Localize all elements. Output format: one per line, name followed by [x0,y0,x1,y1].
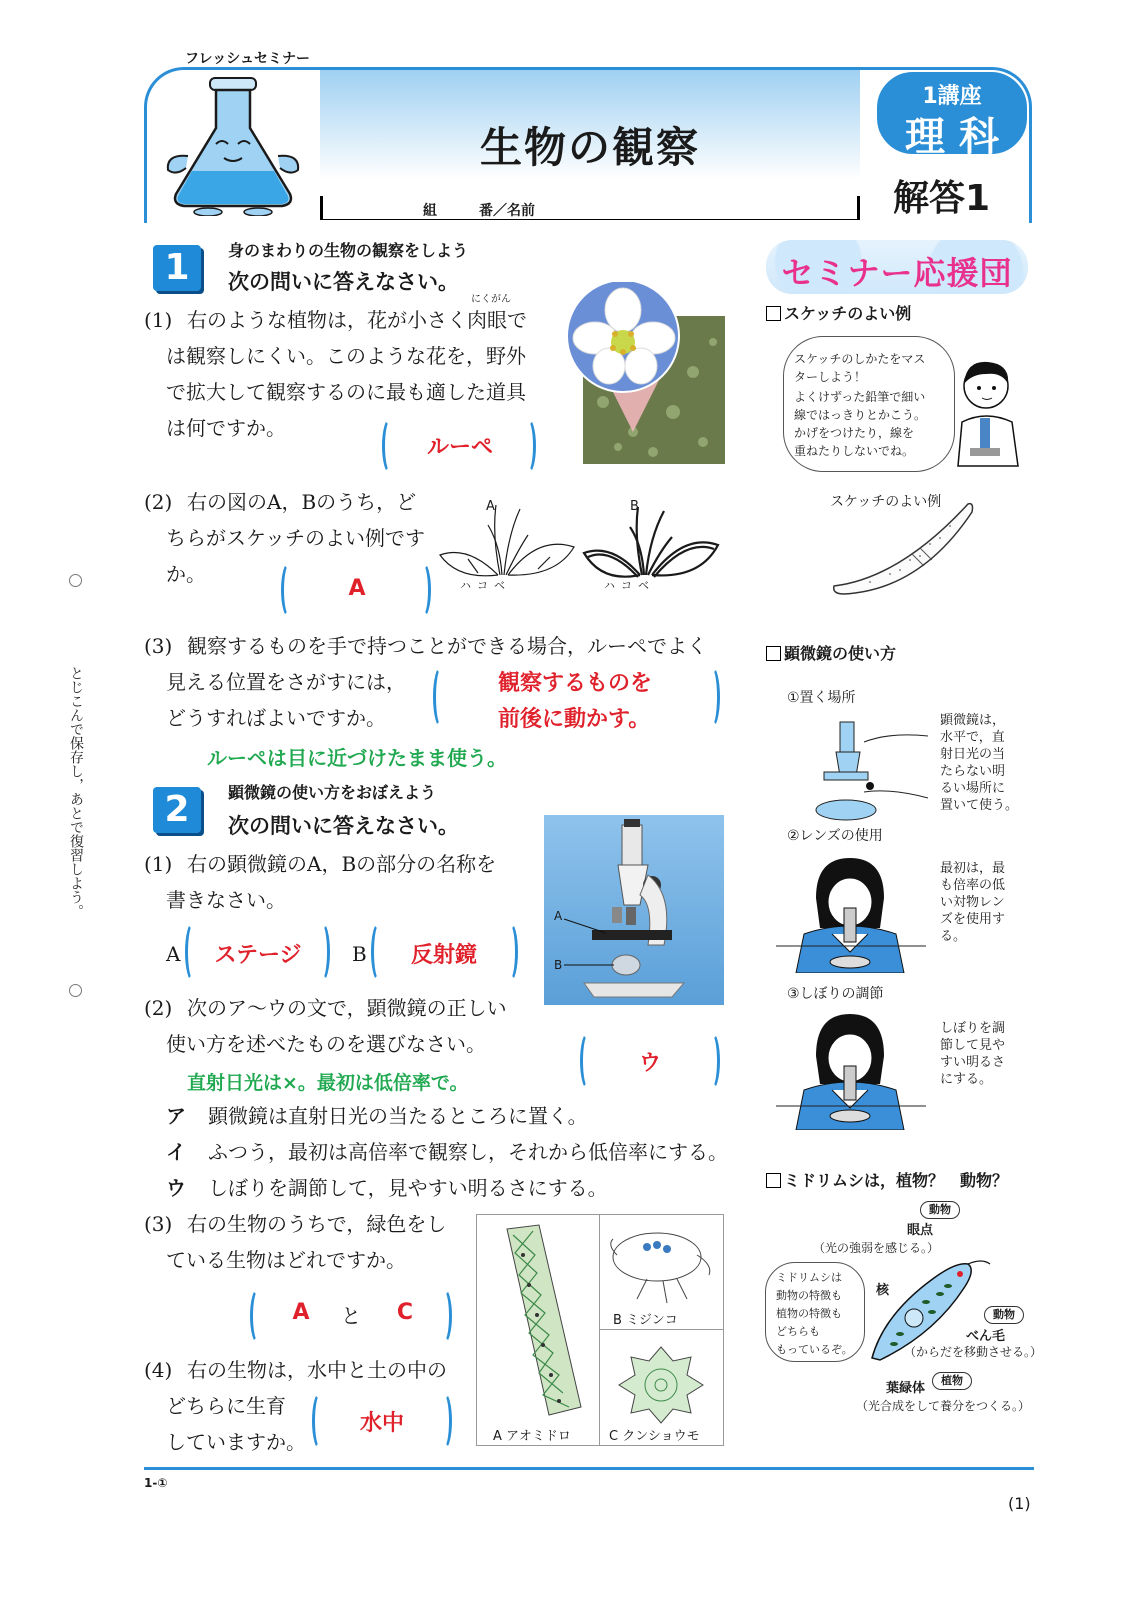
step2-title: ②レンズの使用 [787,828,883,844]
s2-q3-num: (3) [144,1212,173,1236]
answer-paren-right [502,922,518,982]
microscope-label-b: B [554,958,563,972]
sketch-b-name: ハコベ [604,579,655,592]
sketch-caption: スケッチのよい例 [830,494,942,510]
s1-q1-ruby: にくがん [471,294,511,305]
subject-name: 理 科 [905,114,999,160]
s1-q3-answer-line1: 観察するものを [498,671,653,696]
organism-divider [599,1329,723,1330]
s1-q1-line4: は何ですか。 [166,416,286,440]
check-icon [766,1173,781,1188]
answer-paren-right [314,922,330,982]
chloroplast-label: 葉緑体 [886,1381,926,1396]
sketch-a-name: ハコベ [460,579,511,592]
step3-illustration [776,1006,926,1130]
tag-animal: 動物 [984,1306,1024,1324]
s1-q3-answer-line2: 前後に動かす。 [498,707,651,732]
section1-topic: 身のまわりの生物の観察をしよう [228,241,469,260]
s1-q1-answer: ルーペ [426,435,493,460]
s2-q2-answer: ウ [638,1051,661,1076]
choice-i-mark: イ [166,1140,186,1164]
binder-hole [69,984,82,997]
answer-paren-right [704,666,720,728]
s1-q1-num: (1) [144,308,173,332]
s2-q4-line2: どちらに生育 [166,1394,286,1418]
name-field-label: 組 番／名前 [423,203,535,219]
s2-q1-b-answer: 反射鏡 [410,943,477,968]
answer-paren-left [250,1288,266,1344]
s2-q2-line2: 使い方を述べたものを選びなさい。 [166,1032,486,1056]
choice-a-mark: ア [166,1104,186,1128]
s1-q2-num: (2) [144,490,173,514]
speech-bubble [783,336,955,472]
sketch-heading: スケッチのよい例 [766,301,911,324]
s2-q1-line1: 右の顕微鏡のA，Bの部分の名称を [187,852,497,876]
s1-q3-line2: 見える位置をさがすには， [166,670,406,694]
page-title: 生物の観察 [479,123,700,172]
answer-label: 解答1 [893,178,991,219]
eyespot-desc: （光の強弱を感じる。） [813,1241,940,1255]
sidebar-banner [766,240,1028,294]
s1-q1-line3: で拡大して観察するのに最も適した道具 [166,380,526,404]
sketch-figure-b [580,495,722,595]
series-label: フレッシュセミナー [185,51,311,67]
chloroplast-desc: （光合成をして養分をつくる。） [856,1399,1031,1413]
bubble-line: スケッチのしかたをマス [794,352,926,366]
eyespot-label: 眼点 [907,1223,934,1238]
s1-q3-line1: 観察するものを手で持つことができる場合，ルーペでよく [187,634,707,658]
answer-paren-left [433,666,449,728]
course-number: 1講座 [922,84,982,109]
s1-q1-ruby-word: にくがん 肉眼 [467,294,511,332]
euglena-bubble: ミドリムシは 動物の特徴も 植物の特徴も どちらも もっているぞ。 [765,1262,865,1362]
s1-q1-text-b: で [507,308,527,332]
choice-u-text: しぼりを調節して，見やすい明るさにする。 [208,1176,608,1200]
answer-paren-right [436,1288,452,1344]
microscope-photo [544,815,724,1005]
organism-c-label: C クンショウモ [609,1429,700,1444]
s2-q1-b-label: B [352,942,367,966]
section2-instruction: 次の問いに答えなさい。 [228,814,459,838]
tag-plant: 植物 [932,1372,972,1390]
s2-q4-line1: 右の生物は，水中と土の中の [187,1358,447,1382]
flagellum-desc: （からだを移動させる。） [904,1345,1043,1359]
s2-q3-answer-c: C [396,1300,414,1325]
bubble-line: かげをつけたり，線を [794,426,915,440]
flower-photo [563,282,725,464]
sketch-a-label: A [486,499,495,514]
s1-q1-text-a: 右のような植物は，花が小さく [187,308,467,332]
answer-paren-left [281,562,297,618]
s1-q2-line3: か。 [166,562,206,586]
s2-q4-line3: していますか。 [166,1430,306,1454]
s1-q2-answer: A [348,576,366,601]
choice-u-mark: ウ [166,1176,186,1200]
section1-instruction: 次の問いに答えなさい。 [228,270,459,294]
sketch-figure-a [438,495,578,595]
step3-title: ③しぼりの調節 [787,986,884,1002]
check-icon [766,306,781,321]
organisms-figure [476,1214,724,1446]
sketch-example-icon [830,500,980,600]
s2-q3-line2: ている生物はどれですか。 [166,1248,406,1272]
answer-paren-left [312,1392,328,1450]
answer-paren-right [415,562,431,618]
organism-divider [599,1215,600,1445]
s1-q3-hint: ルーペは目に近づけたまま使う。 [207,746,507,770]
answer-paren-right [520,418,536,474]
step2-illustration [776,848,926,973]
s2-q2-line1: 次のア～ウの文で，顕微鏡の正しい [187,996,507,1020]
answer-paren-left [382,418,398,474]
section-number-1: 1 [153,245,201,291]
name-field [320,196,860,220]
check-icon [766,646,781,661]
s2-q1-num: (1) [144,852,173,876]
answer-paren-left [580,1032,596,1090]
footer-code: 1-① [144,1476,168,1490]
choice-i-text: ふつう，最初は高倍率で観察し，それから低倍率にする。 [208,1140,728,1164]
euglena-heading: ミドリムシは，植物？ 動物？ [766,1168,1008,1191]
nucleus-label: 核 [876,1283,890,1298]
microscope-label-a: A [554,909,563,923]
binder-hole [69,574,82,587]
s2-q2-num: (2) [144,996,173,1020]
step1-title: ①置く場所 [787,690,856,706]
sketch-b-label: B [630,499,639,514]
margin-note: とじこんで保存し，あとで復習しよう。 [68,666,84,918]
s2-q3-line1: 右の生物のうちで，緑色をし [187,1212,447,1236]
flagellum-label: べん毛 [966,1329,1006,1344]
choice-a-text: 顕微鏡は直射日光の当たるところに置く。 [208,1104,588,1128]
tag-animal: 動物 [920,1201,960,1219]
s1-q1-line2: は観察しにくい。このような花を，野外 [166,344,526,368]
answer-paren-right [436,1392,452,1450]
step1-illustration [810,712,930,822]
answer-paren-right [704,1032,720,1090]
page-number: (1) [1008,1494,1031,1513]
section-number-2: 2 [153,787,201,833]
s2-q3-and: と [341,1304,361,1328]
answer-paren-left [185,922,201,982]
bubble-line: 重ねたりしないでね。 [794,444,915,458]
organism-a-label: A アオミドロ [493,1429,571,1444]
boy-illustration [944,356,1028,472]
s1-q2-line1: 右の図のA，Bのうち，ど [187,490,417,514]
course-badge [877,72,1027,160]
s2-q4-num: (4) [144,1358,173,1382]
s1-q3-num: (3) [144,634,173,658]
s2-q1-a-label: A [166,942,181,966]
s2-q2-hint: 直射日光は×。最初は低倍率で。 [187,1072,469,1094]
bubble-line: ターしよう！ [794,370,867,384]
microscope-heading: 顕微鏡の使い方 [766,641,896,664]
section2-topic: 顕微鏡の使い方をおぼえよう [228,783,437,802]
sidebar-banner-text: セミナー応援団 [781,254,1013,292]
flask-mascot-icon [158,76,308,216]
s1-q3-line3: どうすればよいですか。 [166,706,386,730]
s2-q4-answer: 水中 [359,1411,404,1436]
s2-q1-line2: 書きなさい。 [166,888,286,912]
s2-q3-answer-a: A [292,1300,310,1325]
s1-q2-line2: ちらがスケッチのよい例です [166,526,425,550]
s2-q1-a-answer: ステージ [214,943,302,968]
bubble-line: 線ではっきりとかこう。 [794,408,927,422]
organism-b-label: B ミジンコ [613,1313,678,1328]
bubble-line: よくけずった鉛筆で細い [794,390,926,404]
s1-q1-line1 [187,294,527,338]
footer-rule [144,1467,1034,1470]
